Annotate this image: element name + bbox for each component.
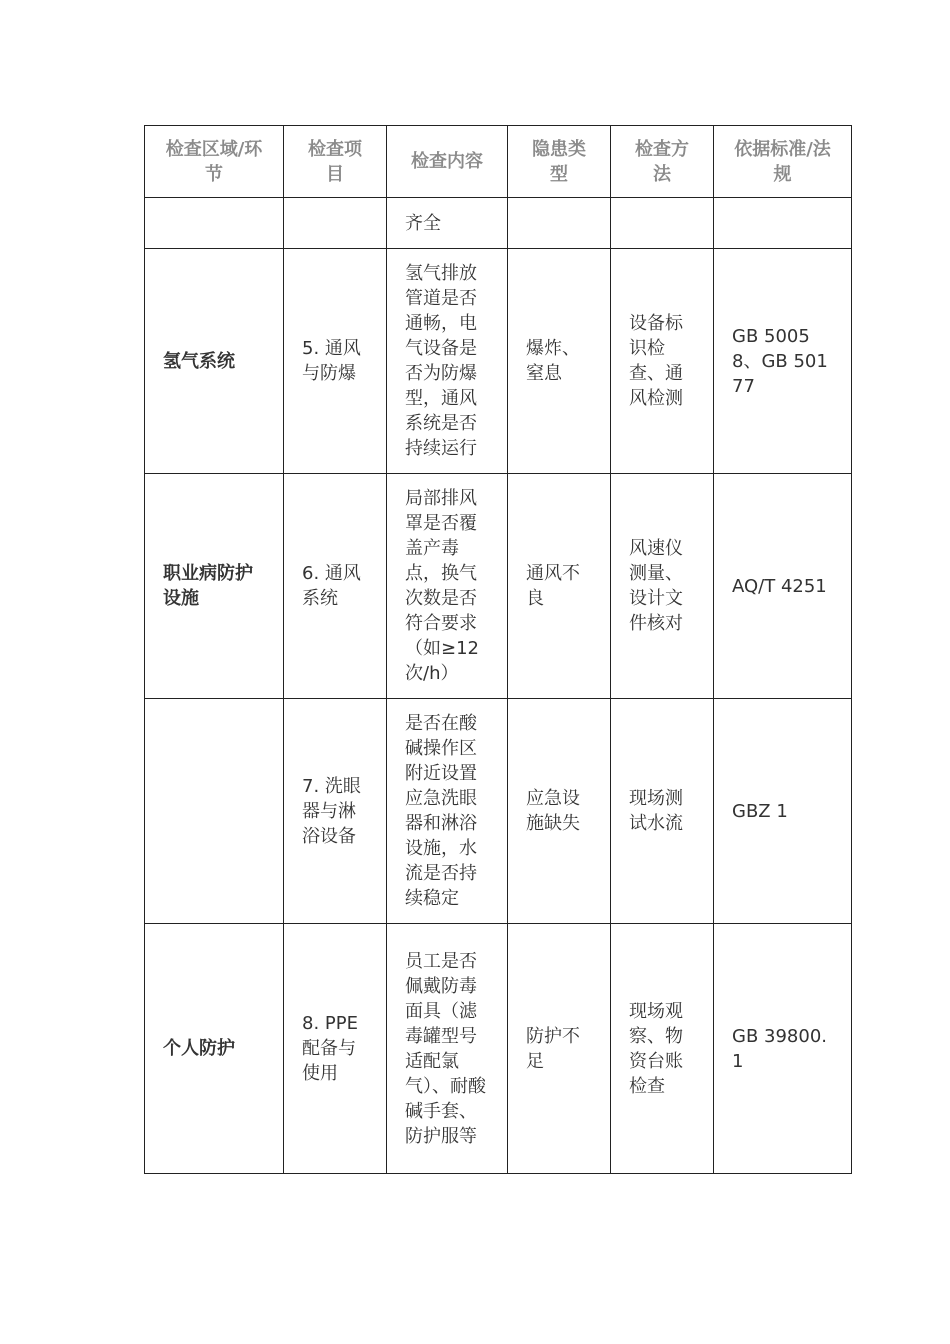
cell-method: 现场测试水流 (611, 699, 714, 924)
header-content: 检查内容 (387, 126, 508, 198)
header-standard: 依据标准/法规 (714, 126, 852, 198)
cell-hazard: 防护不足 (508, 924, 611, 1174)
cell-method: 现场观察、物资台账检查 (611, 924, 714, 1174)
cell-item: 7. 洗眼器与淋浴设备 (284, 699, 387, 924)
cell-method (611, 198, 714, 249)
cell-content: 是否在酸碱操作区附近设置应急洗眼器和淋浴设施，水流是否持续稳定 (387, 699, 508, 924)
cell-hazard: 爆炸、窒息 (508, 249, 611, 474)
table-header-row (145, 126, 852, 198)
cell-area: 个人防护 (145, 924, 284, 1174)
cell-hazard (508, 198, 611, 249)
header-area: 检查区域/环节 (145, 126, 284, 198)
inspection-table (144, 125, 852, 1174)
table-row (145, 249, 852, 474)
cell-hazard: 通风不良 (508, 474, 611, 699)
cell-area: 职业病防护设施 (145, 474, 284, 699)
table-row (145, 474, 852, 699)
cell-standard (714, 198, 852, 249)
cell-item (284, 198, 387, 249)
cell-method: 设备标识检查、通风检测 (611, 249, 714, 474)
cell-method: 风速仪测量、设计文件核对 (611, 474, 714, 699)
cell-content: 局部排风罩是否覆盖产毒点，换气次数是否符合要求（如≥12次/h） (387, 474, 508, 699)
cell-content: 齐全 (387, 198, 508, 249)
cell-area: 氢气系统 (145, 249, 284, 474)
table-row (145, 924, 852, 1174)
cell-item: 6. 通风系统 (284, 474, 387, 699)
header-item: 检查项目 (284, 126, 387, 198)
cell-standard: GBZ 1 (714, 699, 852, 924)
cell-standard: AQ/T 4251 (714, 474, 852, 699)
cell-area (145, 699, 284, 924)
table-row (145, 699, 852, 924)
cell-hazard: 应急设施缺失 (508, 699, 611, 924)
cell-standard: GB 39800.1 (714, 924, 852, 1174)
cell-item: 8. PPE配备与使用 (284, 924, 387, 1174)
cell-standard: GB 50058、GB 50177 (714, 249, 852, 474)
cell-item: 5. 通风与防爆 (284, 249, 387, 474)
cell-content: 员工是否佩戴防毒面具（滤毒罐型号适配氯气）、耐酸碱手套、防护服等 (387, 924, 508, 1174)
cell-area (145, 198, 284, 249)
header-hazard: 隐患类型 (508, 126, 611, 198)
table-row (145, 198, 852, 249)
header-method: 检查方法 (611, 126, 714, 198)
cell-content: 氢气排放管道是否通畅，电气设备是否为防爆型，通风系统是否持续运行 (387, 249, 508, 474)
